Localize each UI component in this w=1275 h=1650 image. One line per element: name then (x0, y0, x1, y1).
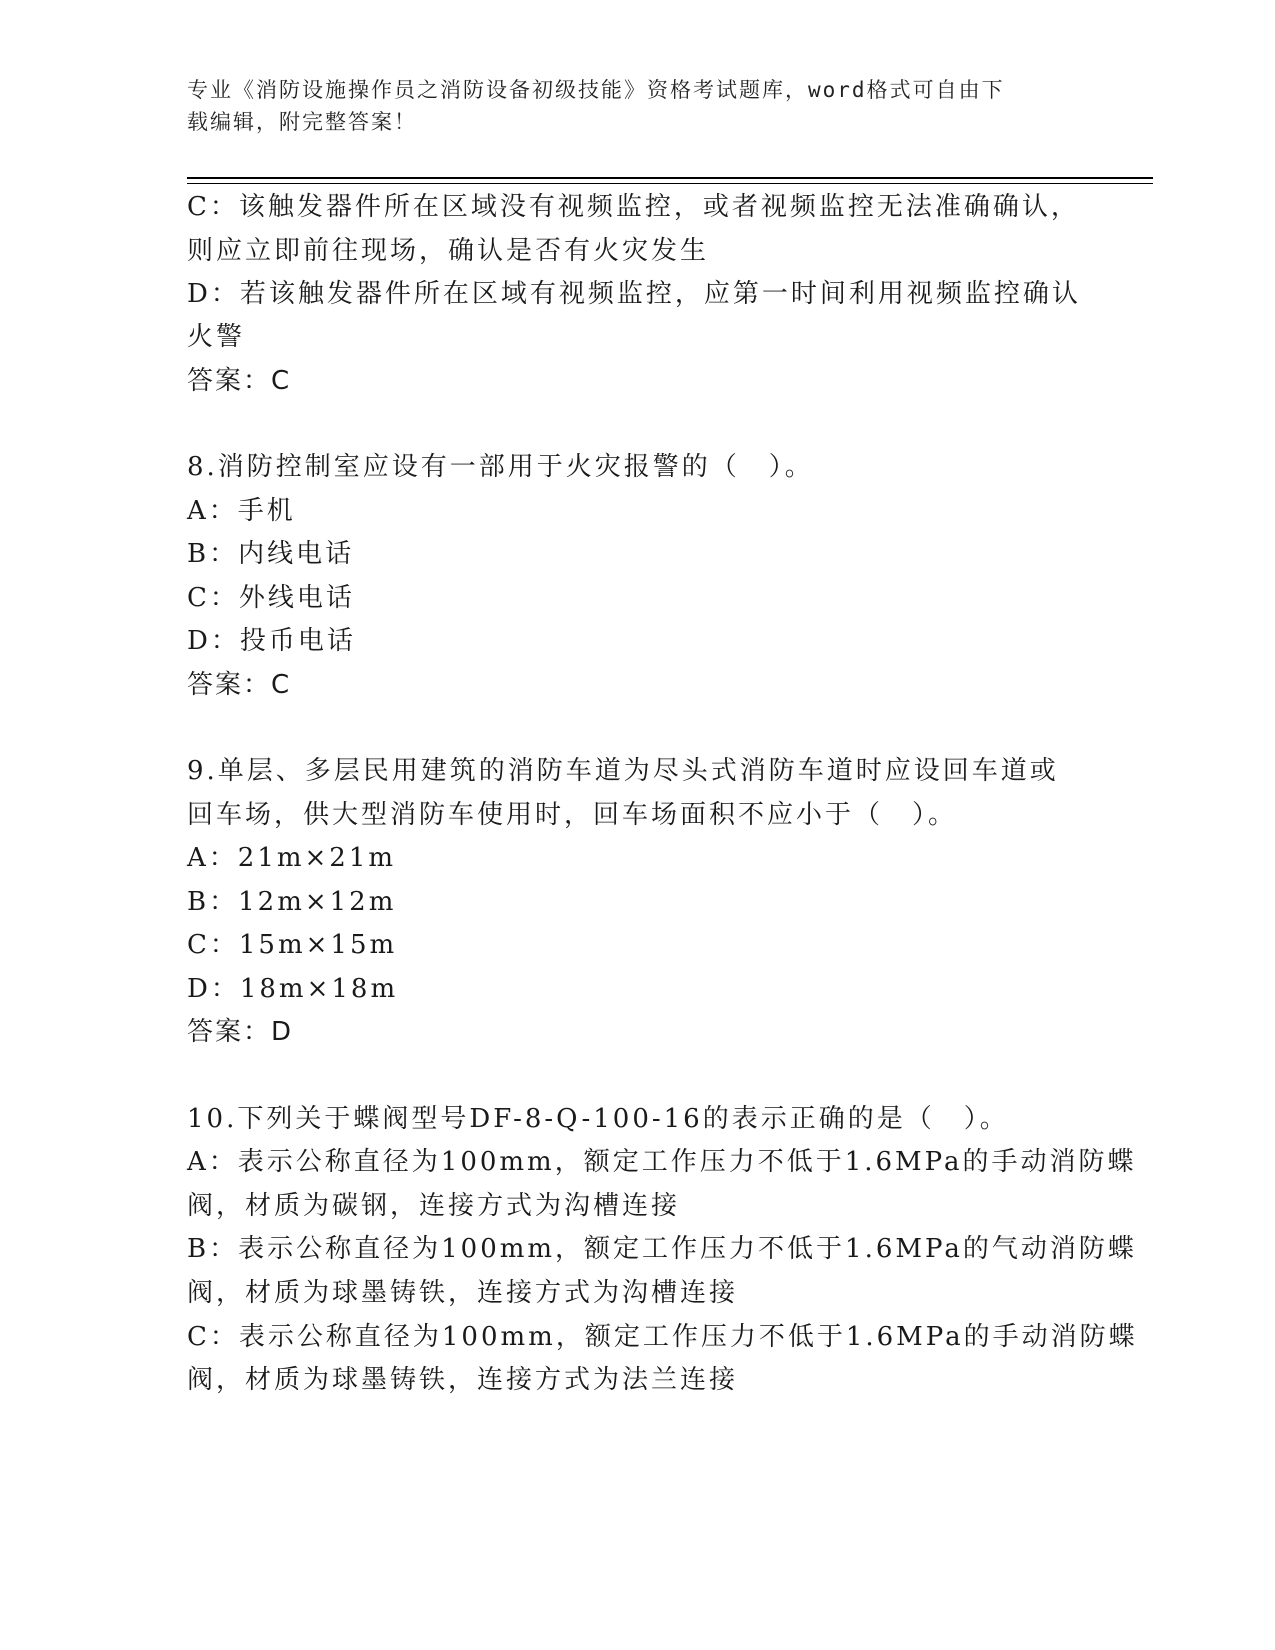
prev-option-d-line-2: 火警 (187, 322, 246, 352)
q10-option-b-line-1: B：表示公称直径为100mm，额定工作压力不低于1.6MPa的气动消防蝶 (187, 1234, 1137, 1264)
q8-answer: 答案：C (187, 670, 292, 700)
q10-option-a-line-2: 阀，材质为碳钢，连接方式为沟槽连接 (187, 1191, 681, 1221)
q8-option-a: A：手机 (187, 496, 296, 526)
prev-option-d-line-1: D：若该触发器件所在区域有视频监控，应第一时间利用视频监控确认 (187, 279, 1081, 309)
prev-option-c-line-1: C：该触发器件所在区域没有视频监控，或者视频监控无法准确确认， (187, 192, 1080, 222)
q10-stem: 10.下列关于蝶阀型号DF-8-Q-100-16的表示正确的是（ ）。 (187, 1104, 1009, 1134)
header-rule-thick (187, 177, 1153, 179)
q9-answer: 答案：D (187, 1017, 294, 1047)
q8-option-b: B：内线电话 (187, 539, 355, 569)
q9-option-c: C：15m×15m (187, 930, 398, 960)
q8-option-c: C：外线电话 (187, 583, 355, 613)
header-line-2: 载编辑，附完整答案！ (187, 110, 417, 134)
q9-option-d: D：18m×18m (187, 974, 399, 1004)
q10-option-a-line-1: A：表示公称直径为100mm，额定工作压力不低于1.6MPa的手动消防蝶 (187, 1147, 1137, 1177)
document-header (187, 74, 1067, 138)
q10-option-c-line-1: C：表示公称直径为100mm，额定工作压力不低于1.6MPa的手动消防蝶 (187, 1322, 1138, 1352)
header-line-1: 专业《消防设施操作员之消防设备初级技能》资格考试题库，word格式可自由下 (187, 78, 1005, 102)
header-rule-thin (187, 183, 1153, 184)
q9-option-b: B：12m×12m (187, 887, 397, 917)
q10-option-c-line-2: 阀，材质为球墨铸铁，连接方式为法兰连接 (187, 1365, 739, 1395)
q10-option-b-line-2: 阀，材质为球墨铸铁，连接方式为沟槽连接 (187, 1278, 739, 1308)
q9-stem-line-2: 回车场，供大型消防车使用时，回车场面积不应小于（ ）。 (187, 800, 958, 830)
q9-stem-line-1: 9.单层、多层民用建筑的消防车道为尽头式消防车道时应设回车道或 (187, 756, 1059, 786)
prev-option-c-line-2: 则应立即前往现场，确认是否有火灾发生 (187, 236, 710, 266)
prev-answer: 答案：C (187, 366, 292, 396)
q8-option-d: D：投币电话 (187, 626, 356, 656)
q9-option-a: A：21m×21m (187, 843, 397, 873)
q8-stem: 8.消防控制室应设有一部用于火灾报警的（ ）。 (187, 452, 814, 482)
